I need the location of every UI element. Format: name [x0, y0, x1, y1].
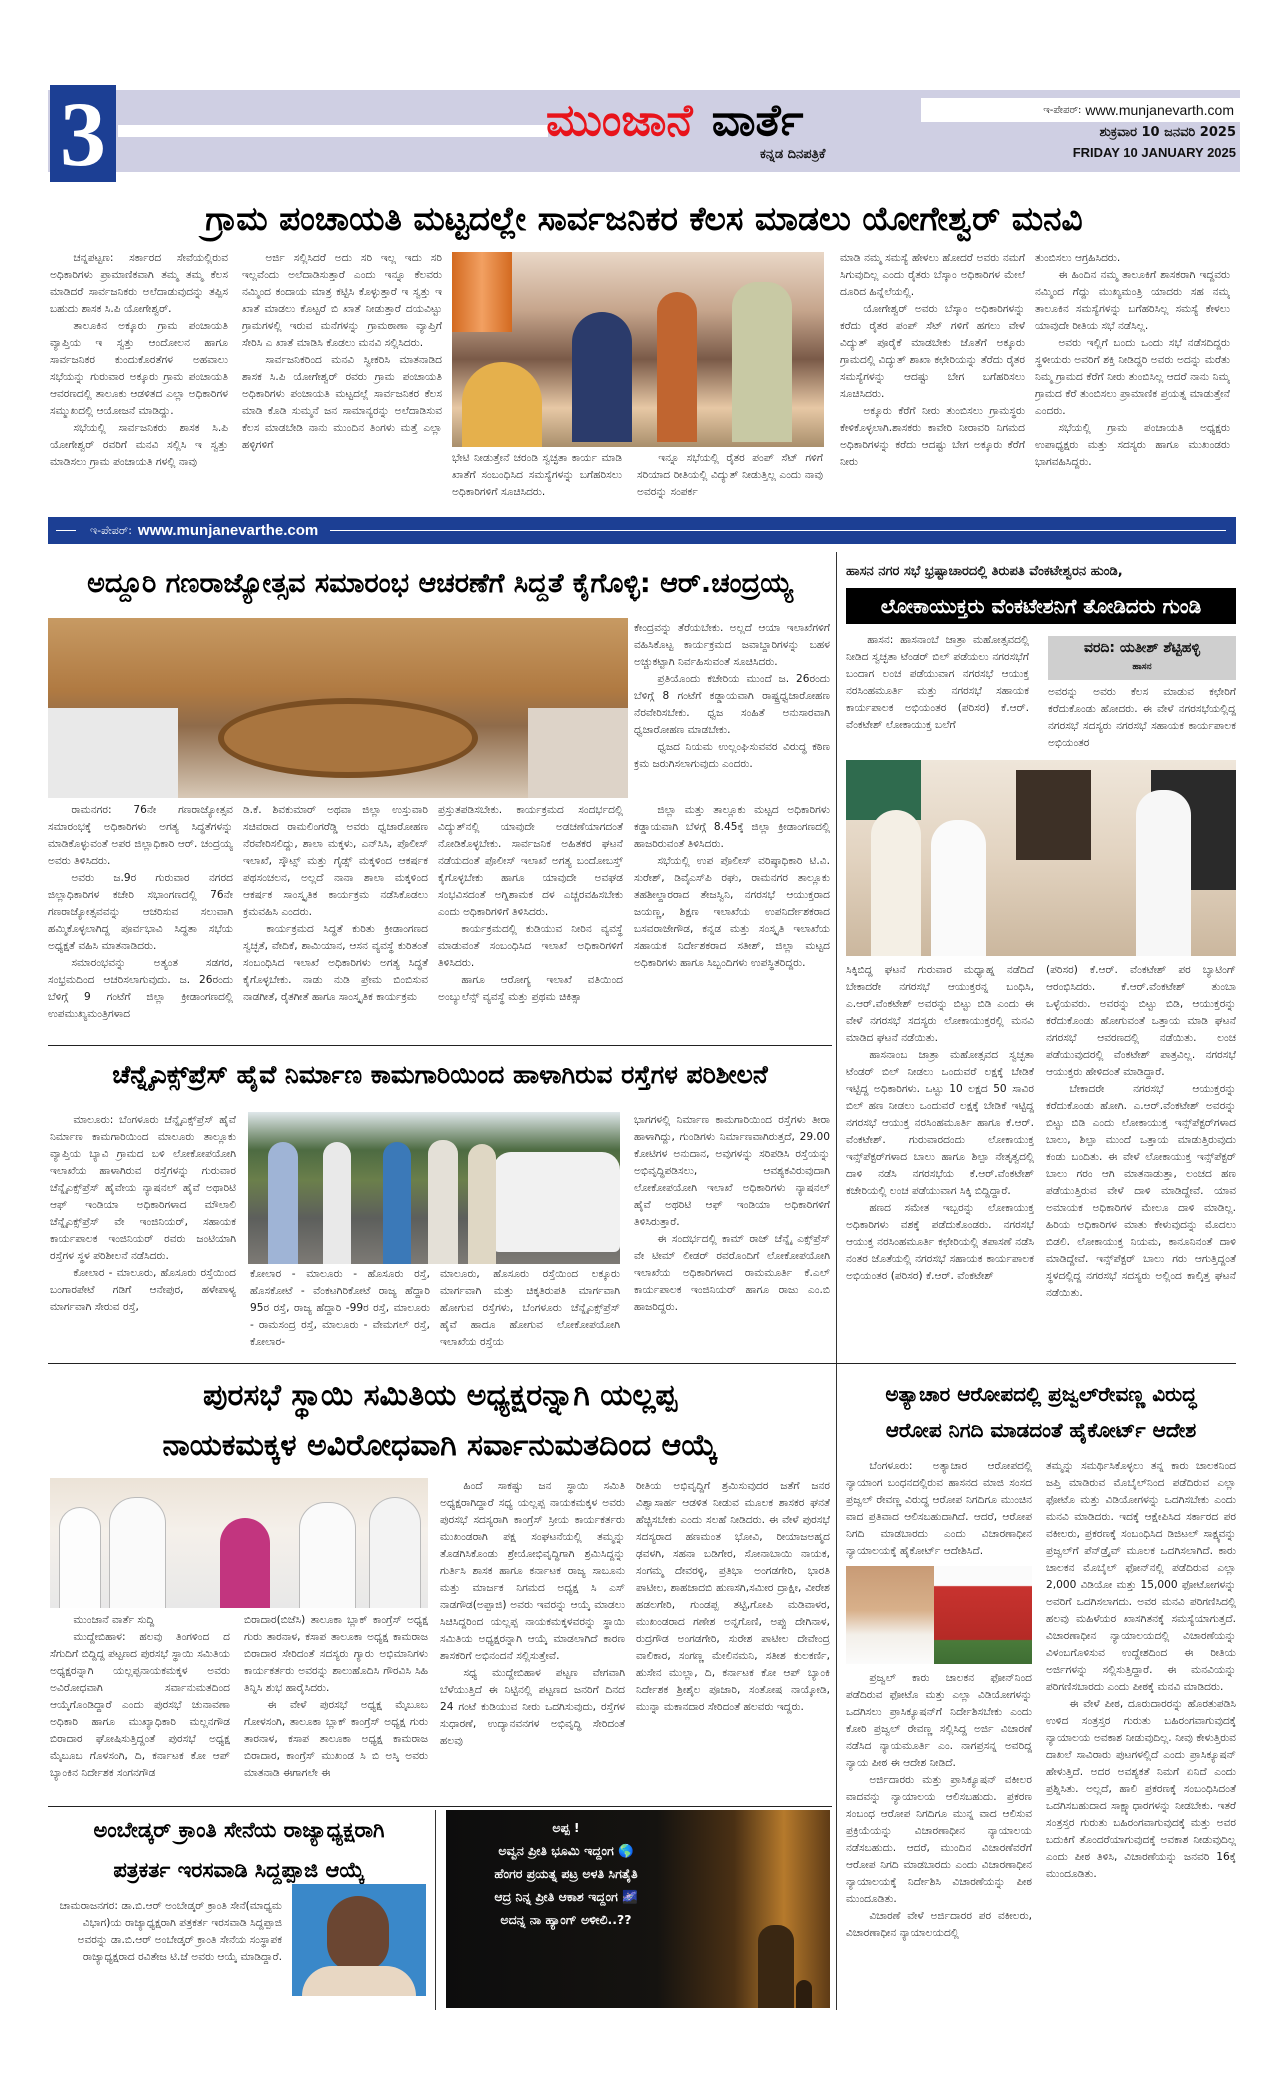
article1-para: ಅವರು ಇಲ್ಲಿಗೆ ಬಂದು ಒಂದು ಸಭೆ ನಡೆಸದಿದ್ದರು ಸ್ಥಳೀಯರು ಅವರಿಗೆ ಶಕ್ತಿ ನೀಡಿದ್ದರಿ ಅವರು ಅದನ್ನು ಮರೆತು ನಿಮ್ಮ ಗ್ರಾಮದ ಕೆರೆಗೆ ನೀರು ತುಂಬಿಸಿಲ್ಲ ಆದರೆ ನಾನು ನಿಮ್ಮ ಗ್ರಾಮದ ಕೆರೆ ತುಂಬಿಸಲು ಪ್ರಾಮಾಣಿಕ ಪ್ರಯತ್ನ ಮಾಡುತ್ತೇನೆ ಎಂದರು. [1035, 337, 1230, 417]
article3-intro-right: ಅವರನ್ನು ಅವರು ಕೆಲಸ ಮಾಡುವ ಕಛೇರಿಗೆ ಕರೆದುಕೊಂಡು ಹೋದರು. ಈ ವೇಳೆ ನಗರಸಭೆಯಲ್ಲಿದ್ದ ನಗರಸಭೆ ಸದಸ್ಯರು ನಗರಸಭೆ ಸಹಾಯಕ ಕಾರ್ಯಪಾಲಕ ಅಭಿಯಂತರ [1048, 686, 1236, 749]
logo-word-black: ವಾರ್ತೆ [711, 95, 804, 146]
quote-line: ಆದ್ರ ನಿನ್ನ ಪ್ರೀತಿ ಆಕಾಶ ಇದ್ದಂಗ [494, 1889, 618, 1904]
article3-col1 [846, 962, 1034, 1360]
article1-para: ಮಾಡಿ ನಮ್ಮ ಸಮಸ್ಯೆ ಹೇಳಲು ಹೋದರೆ ಅವರು ನಮಗೆ ಸಿಗುವುದಿಲ್ಲ ಎಂದು ರೈತರು ಬೆಸ್ಕಾಂ ಅಧಿಕಾರಿಗಳ ಮೇಲೆ ದೂರಿದ ಹಿನ್ನೆಲೆಯಲ್ಲಿ. [840, 252, 1025, 298]
father-silhouette [758, 1925, 794, 2008]
article3-para: ಸಿಕ್ಕಿಬಿದ್ದ ಘಟನೆ ಗುರುವಾರ ಮಧ್ಯಾಹ್ನ ನಡೆದಿದೆ ಬೇಕಾದರೇ ನಗರಸಭೆ ಆಯುಕ್ತರನ್ನ ಬಂಧಿಸಿ, ಎ.ಆರ್.ವೆಂಕಟೇಶ್ ಅವರನ್ನು ಬಿಟ್ಟು ಬಿಡಿ ಎಂದು ಈ ವೇಳೆ ನಗರಸಭೆ ಸದಸ್ಯರು ಲೋಕಾಯುಕ್ತರಲ್ಲಿ ಮನವಿ ಮಾಡಿದ ಘಟನೆ ನಡೆಯಿತು. [846, 964, 1034, 1044]
article2-para: ರಾಮನಗರ: 76ನೇ ಗಣರಾಜ್ಯೋತ್ಸವ ಸಮಾರಂಭಕ್ಕೆ ಅಧಿಕಾರಿಗಳು ಅಗತ್ಯ ಸಿದ್ಧತೆಗಳನ್ನು ಮಾಡಿಕೊಳ್ಳುವಂತೆ ಅಪರ ಜಿಲ್ಲಾಧಿಕಾರಿ ಆರ್. ಚಂದ್ರಯ್ಯ ಅವರು ತಿಳಿಸಿದರು. [48, 804, 233, 867]
article4-para: ಕೋಲಾರ - ಮಾಲೂರು, ಹೊಸೂರು ರಸ್ತೆಯಿಂದ ಬಂಗಾರಪೇಟೆ ಗಡಿಗೆ ಆನೇಪುರ, ಹಳೇಪಾಳ್ಯ ಮಾರ್ಗವಾಗಿ ಸೇರುವ ರಸ್ತೆ, [50, 1267, 236, 1313]
article6-para: ಈ ವೇಳೆ ಪೀಠ, ದೂರುದಾರರನ್ನು ಹೊರತುಪಡಿಸಿ ಉಳಿದ ಸಂತ್ರಸ್ತರ ಗುರುತು ಬಹಿರಂಗವಾಗುವುದಕ್ಕೆ ನ್ಯಾಯಾಲಯ ಅವಕಾಶ ನೀಡುವುದಿಲ್ಲ. ನೀವು ಕೇಳುತ್ತಿರುವ ದಾಖಲೆ ಸಾವಿರಾರು ಪುಟಗಳಲ್ಲಿದೆ ಎಂದು ಪ್ರಾಸಿಕ್ಯೂಷನ್ ಹೇಳುತ್ತಿದೆ. ಅದರ ಅವಶ್ಯಕತೆ ನಿಮಗೆ ಏನಿದೆ ಎಂದು ಪ್ರಶ್ನಿಸಿತು. ಅಲ್ಲದೆ, ಹಾಲಿ ಪ್ರಕರಣಕ್ಕೆ ಸಂಬಂಧಿಸಿದಂತೆ ಒದಗಿಸಬಹುದಾದ ಸಾಕ್ಷ್ಯಾಧಾರಗಳನ್ನು ನೀಡಬೇಕು. ಇತರೆ ಸಂತ್ರಸ್ತರ ಗುರುತು ಬಹಿರಂಗವಾಗುವುದಕ್ಕೆ ಮತ್ತು ಅವರ ಬದುಕಿಗೆ ತೊಂದರೆಯಾಗುವುದಕ್ಕೆ ಅವಕಾಶ ನೀಡುವುದಿಲ್ಲ ಎಂದು ಪೀಠ ತಿಳಿಸಿ, ವಿಚಾರಣೆಯನ್ನು ಜನವರಿ 16ಕ್ಕೆ ಮುಂದೂಡಿತು. [1046, 1698, 1236, 1880]
article1-para: ಸಭೆಯಲ್ಲಿ ಸಾರ್ವಜನಿಕರು ಶಾಸಕ ಸಿ.ಪಿ ಯೋಗೇಶ್ವರ್ ರವರಿಗೆ ಮನವಿ ಸಲ್ಲಿಸಿ ಇ ಸ್ವತ್ತು ಮಾಡಿಸಲು ಗ್ರಾಮ ಪಂಚಾಯತಿ ಗಳಲ್ಲಿ ನಾವು [50, 422, 228, 468]
article3-col2 [1046, 962, 1236, 1360]
article1-para: ಅರ್ಜಿ ಸಲ್ಲಿಸಿದರೆ ಅದು ಸರಿ ಇಲ್ಲ ಇದು ಸರಿ ಇಲ್ಲವೆಂದು ಅಲೆದಾಡಿಸುತ್ತಾರೆ ಎಂದು ಇನ್ನೂ ಕೆಲವರು ನಮ್ಮಿಂದ ಕಂದಾಯ ಮಾತ್ರ ಕಟ್ಟಿಸಿ ಕೊಳ್ಳುತ್ತಾರೆ ಇ ಸ್ವತ್ತು ಇ ಖಾತೆ ಮಾಡಲು ಕೊಟ್ಟರೆ ಬಿ ಖಾತೆ ನೀಡುತ್ತಾರೆ ದಯವಿಟ್ಟು ಗ್ರಾಮಗಳಲ್ಲಿ ಇರುವ ಮನೆಗಳನ್ನು ಗ್ರಾಮಠಾಣಾ ವ್ಯಾಪ್ತಿಗೆ ಸೇರಿಸಿ ಎ ಖಾತೆ ಮಾಡಿಸಿ ಕೊಡಲು ಮನವಿ ಸಲ್ಲಿಸಿದರು. [242, 252, 442, 349]
newspaper-logo [546, 95, 946, 155]
article3-para: ಹಣದ ಸಮೇತ ಇಬ್ಬರನ್ನು ಲೋಕಾಯುಕ್ತ ಅಧಿಕಾರಿಗಳು ವಶಕ್ಕೆ ಪಡೆದುಕೊಂಡರು. ನಗರಸಭೆ ಆಯುಕ್ತ ನರಸಿಂಹಮೂರ್ತಿ ಕಛೇರಿಯಲ್ಲಿ ತಪಾಸಣೆ ನಡೆಸಿ ನಂತರ ಜೊತೆಯಲ್ಲಿ ನಗರಸಭೆ ಸಹಾಯಕ ಕಾರ್ಯಪಾಲಕ ಅಭಿಯಂತರ (ಪರಿಸರ) ಕೆ.ಆರ್. ವೆಂಕಟೇಶ್ [846, 1202, 1034, 1282]
masthead-white-strip [118, 125, 548, 137]
column-divider [435, 1810, 436, 2010]
article1-para: ತಾಲೂಕಿನ ಅಕ್ಕೂರು ಗ್ರಾಮ ಪಂಚಾಯತಿ ವ್ಯಾಪ್ತಿಯ ಇ ಸ್ವತ್ತು ಆಂದೋಲನ ಹಾಗೂ ಸಾರ್ವಜನಿಕರ ಕುಂದುಕೊರತೆಗಳ ಅಹವಾಲು ಸಭೆಯನ್ನು ಗುರುವಾರ ಅಕ್ಕೂರು ಗ್ರಾಮ ಪಂಚಾಯತಿ ಆವರಣದಲ್ಲಿ ತಾಲೂಕು ಆಡಳಿತದ ಎಲ್ಲಾ ಅಧಿಕಾರಿಗಳ ಸಮ್ಮುಖದಲ್ಲಿ ಆಯೋಜನೆ ಮಾಡಿದ್ದು. [50, 320, 228, 417]
byline-place: ಹಾಸನ [1132, 662, 1152, 672]
epaper-banner-line-right [330, 530, 1226, 531]
article2-para: ಕಾರ್ಯಕ್ರಮದಲ್ಲಿ ಕುಡಿಯುವ ನೀರಿನ ವ್ಯವಸ್ಥೆ ಮಾಡುವಂತೆ ಸಂಬಂಧಿಸಿದ ಇಲಾಖೆ ಅಧಿಕಾರಿಗಳಿಗೆ ತಿಳಿಸಿದರು. [438, 923, 623, 969]
article3-kicker: ಹಾಸನ ನಗರ ಸಭೆ ಭ್ರಷ್ಟಾಚಾರದಲ್ಲಿ ತಿರುಪತಿ ವೆಂಕಟೇಶ್ವರನ ಹುಂಡಿ, [846, 564, 1123, 579]
quote-line: ಹೆಂಗರ ಪ್ರಯತ್ನ ಪಟ್ರ ಅಳತಿ ಸಿಗತೈತಿ [494, 1866, 638, 1881]
article5-para: ಸಧ್ಯ ಮುದ್ದೇಬಿಹಾಳ ಪಟ್ಟಣ ವೇಗವಾಗಿ ಬೆಳೆಯುತ್ತಿದೆ ಈ ನಿಟ್ಟಿನಲ್ಲಿ ಪಟ್ಟಣದ ಜನರಿಗೆ ದಿನದ 24 ಗಂಟೆ ಕುಡಿಯುವ ನೀರು ಒದಗಿಸುವುದು, ರಸ್ತೆಗಳ ಸುಧಾರಣೆ, ಉದ್ಯಾನವನಗಳ ಅಭಿವೃದ್ಧಿ ಸೇರಿದಂತೆ ಹಲವು [440, 1667, 625, 1747]
article2-para: ಪ್ರತಿಯೊಂದು ಕಚೇರಿಯ ಮುಂದೆ ಜ. 26ರಂದು ಬೆಳಿಗ್ಗೆ 8 ಗಂಟೆಗೆ ಕಡ್ಡಾಯವಾಗಿ ರಾಷ್ಟ್ರಧ್ವಜಾರೋಹಣ ನೆರವೇರಿಸಬೇಕು. ಧ್ವಜ ಸಂಹಿತೆ ಅನುಸಾರವಾಗಿ ಧ್ವಜಾರೋಹಣ ಮಾಡಬೇಕು. [634, 673, 830, 736]
article1-para: ಈ ಹಿಂದಿನ ನಮ್ಮ ತಾಲೂಕಿಗೆ ಶಾಸಕರಾಗಿ ಇದ್ದವರು ನಮ್ಮಿಂದ ಗೆದ್ದು ಮುಖ್ಯಮಂತ್ರಿ ಯಾದರು ಸಹ ನಮ್ಮ ತಾಲೂಕಿನ ಸಮಸ್ಯೆಗಳನ್ನು ಬಗೆಹರಿಸಿಲ್ಲ ಸಮಸ್ಯೆ ಕೇಳಲು ಯಾವುದೇ ರೀತಿಯ ಸಭೆ ನಡೆಸಿಲ್ಲ. [1035, 269, 1230, 332]
quote-line: ಅವ್ವನ ಪ್ರೀತಿ ಭೂಮಿ ಇದ್ದಂಗ [498, 1843, 614, 1858]
article1-para: ಅಕ್ಕೂರು ಕೆರೆಗೆ ನೀರು ತುಂಬಿಸಲು ಗ್ರಾಮಸ್ಥರು ಕೇಳಿಕೊಳ್ಳಲಾಗಿ.ಶಾಸಕರು ಕಾವೇರಿ ನೀರಾವರಿ ನಿಗಮದ ಅಧಿಕಾರಿಗಳನ್ನು ಕರೆದು ಆದಷ್ಟು ಬೇಗ ಅಕ್ಕೂರು ಕೆರೆಗೆ ನೀರು [840, 405, 1025, 468]
article5-para: ಮುದ್ದೇಬಿಹಾಳ: ಹಲವು ತಿಂಗಳಿಂದ ದ ಸೆಗುದಿಗೆ ಬಿದ್ದಿದ್ದ ಪಟ್ಟಣದ ಪುರಸಭೆ ಸ್ಥಾಯಿ ಸಮಿತಿಯ ಅಧ್ಯಕ್ಷರನ್ನಾಗಿ ಯಲ್ಲಪ್ಪನಾಯಕಮಕ್ಕಳ ಅವರು ಅವಿರೋಧವಾಗಿ ಸರ್ವಾನುಮತದಿಂದ ಆಯ್ಕೆಗೊಂಡಿದ್ದಾರೆ ಎಂದು ಪುರಸಭೆ ಚುನಾವಣಾ ಅಧಿಕಾರಿ ಹಾಗೂ ಮುಖ್ಯಾಧಿಕಾರಿ ಮಲ್ಲನಗೌಡ ಬಿರಾದಾರ ಘೋಷಿಸುತ್ತಿದ್ದಂತೆ ಪುರಸಭೆ ಅಧ್ಯಕ್ಷ ಮೈಬೂಬ ಗೊಳಸಂಗಿ, ದಿ, ಕರ್ನಾಟಕ ಕೋ ಆಪ್ ಬ್ಯಾಂಕಿನ ನಿರ್ದೇಶಕ ಸಂಗನಗೌಡ [50, 1631, 230, 1779]
article1-col4 [1035, 250, 1230, 540]
portrait-shirt [302, 1966, 416, 1996]
article5-para: ಈ ವೇಳೆ ಪುರಸಭೆ ಅಧ್ಯಕ್ಷ ಮೈಬೂಬ ಗೋಳಸಂಗಿ, ತಾಲೂಕಾ ಬ್ಲಾಕ್ ಕಾಂಗ್ರೆಸ್ ಅಧ್ಯಕ್ಷ ಗುರು ತಾರನಾಳ, ಕಸಾಪ ತಾಲೂಕಾ ಅಧ್ಯಕ್ಷ ಕಾಮರಾಜ ಬಿರಾದಾರ, ಕಾಂಗ್ರೆಸ್ ಮುಖಂಡ ಸಿ ಬಿ ಅಸ್ಕಿ ಅವರು ಮಾತನಾಡಿ ಈಗಾಗಲೇ ಈ [244, 1699, 428, 1779]
tagline: ಕನ್ನಡ ದಿನಪತ್ರಿಕೆ [760, 147, 826, 162]
article7-body: ಚಾಮರಾಜನಗರ: ಡಾ.ಬಿ.ಆರ್ ಅಂಬೇಡ್ಕರ್ ಕ್ರಾಂತಿ ಸೇನೆ(ಮಾಧ್ಯಮ ವಿಭಾಗ)ಯ ರಾಜ್ಯಾಧ್ಯಕ್ಷರಾಗಿ ಪತ್ರಕರ್ತ ಇರಸವಾಡಿ ಸಿದ್ದಪ್ಪಾಜಿ ಅವರನ್ನು ಡಾ.ಬಿ.ಆರ್ ಅಂಬೇಡ್ಕರ್ ಕ್ರಾಂತಿ ಸೇನೆಯ ಸಂಸ್ಥಾಪಕ ರಾಜ್ಯಾಧ್ಯಕ್ಷರಾದ ರವಿತೇಜ ಟಿ.ಜೆ ಅವರು ಆಯ್ಕೆ ಮಾಡಿದ್ದಾರೆ. [59, 1900, 282, 1963]
epaper-banner-url[interactable]: www.munjanevarthe.com [137, 522, 319, 539]
article5-para: ಹಿಂದೆ ಸಾಕಷ್ಟು ಜನ ಸ್ಥಾಯಿ ಸಮಿತಿ ಅಧ್ಯಕ್ಷರಾಗಿದ್ದಾರೆ ಸಧ್ಯ ಯಲ್ಲಪ್ಪ ನಾಯಕಮಕ್ಕಳ ಅವರು ಪುರಸಭೆ ಸದಸ್ಯರಾಗಿ ಕಾಂಗ್ರೆಸ್ ಸ್ರೀಯ ಕಾರ್ಯಕರ್ತರು ಮುಖಂಡರಾಗಿ ಪಕ್ಷ ಸಂಘಟನೆಯಲ್ಲಿ ತಮ್ಮನ್ನು ತೊಡಗಿಸಿಕೊಂಡು ಶ್ರೇಯೋಭಿವೃದ್ಧಿಗಾಗಿ ಶ್ರಮಿಸಿದ್ದನ್ನು ಗುರ್ತಿಸಿ ಶಾಸಕ ಹಾಗೂ ಕರ್ನಾಟಕ ರಾಜ್ಯ ಸಾಬೂನು ಮತ್ತು ಮಾರ್ಜಕ ನಿಗಮದ ಅಧ್ಯಕ್ಷ ಸಿ ಎಸ್ ನಾಡಗೌಡ(ಅಪ್ಪಾಜಿ) ಅವರು ಇವರನ್ನು ಆಯ್ಕೆ ಮಾಡಲು ಸಿಚಿಸಿದ್ದರಿಂದ ಯಲ್ಲಪ್ಪ ನಾಯಕಮಕ್ಕಳವರನ್ನು ಸ್ಥಾಯಿ ಸಮಿತಿಯ ಅಧ್ಯಕ್ಷರನ್ನಾಗಿ ಆಯ್ಕೆ ಮಾಡಲಾಗಿದೆ ಕಾರಣ ಶಾಸಕರಿಗೆ ಅಭಿನಂದನೆ ಸಲ್ಲಿಸುತ್ತೇವೆ. [440, 1480, 625, 1662]
article1-col3 [840, 250, 1025, 540]
article1-headline: ಗ್ರಾಮ ಪಂಚಾಯತಿ ಮಟ್ಟದಲ್ಲೇ ಸಾರ್ವಜನಿಕರ ಕೆಲಸ ಮಾಡಲು ಯೋಗೇಶ್ವರ್ ಮನವಿ [205, 199, 1083, 238]
article1-para: ಸಭೆಯಲ್ಲಿ ಗ್ರಾಮ ಪಂಚಾಯತಿ ಅಧ್ಯಕ್ಷರು ಉಪಾಧ್ಯಕ್ಷರು ಮತ್ತು ಸದಸ್ಯರು ಹಾಗೂ ಮುಖಂಡರು ಭಾಗವಹಿಸಿದ್ದರು. [1035, 422, 1230, 468]
section-divider [48, 1363, 1236, 1364]
article4-caption-a: ಕೋಲಾರ - ಮಾಲೂರು - ಹೊಸೂರು ರಸ್ತೆ, ಹೊಸಕೋಟೆ - ವೆಂಕಟಗಿರಿಕೋಟೆ ರಾಜ್ಯ ಹೆದ್ದಾರಿ 95ರ ರಸ್ತೆ, ರಾಜ್ಯ ಹೆದ್ದಾರಿ -99ರ ರಸ್ತೆ, ಮಾಲೂರು - ರಾಮಸಂದ್ರ ರಸ್ತೆ, ಮಾಲೂರು - ವೇಮಗಲ್ ರಸ್ತೆ, ಕೋಲಾರ- [250, 1268, 430, 1348]
article1-photo [452, 252, 824, 447]
article1-col1 [50, 250, 228, 540]
article5-headline-line2: ನಾಯಕಮಕ್ಕಳ ಅವಿರೋಧವಾಗಿ ಸರ್ವಾನುಮತದಿಂದ ಆಯ್ಕೆ [162, 1428, 718, 1463]
article6-photo [846, 1566, 1032, 1664]
section-divider [48, 1045, 832, 1046]
article4-headline: ಚೆನ್ನೈಎಕ್ಸ್‌ಪ್ರೆಸ್ ಹೈವೆ ನಿರ್ಮಾಣ ಕಾಮಗಾರಿಯಿಂದ ಹಾಳಾಗಿರುವ ರಸ್ತೆಗಳ ಪರಿಶೀಲನೆ [112, 1060, 768, 1089]
article3-para: ಹಾಸನಾಂಬ ಜಾತ್ರಾ ಮಹೋತ್ಸವದ ಸ್ವಚ್ಛತಾ ಟೆಂಡರ್ ಬಿಲ್ ನೀಡಲು ಒಂದುವರೆ ಲಕ್ಷಕ್ಕೆ ಬೇಡಿಕೆ ಇಟ್ಟಿದ್ದ ಅಧಿಕಾರಿಗಳು. ಒಟ್ಟು 10 ಲಕ್ಷದ 50 ಸಾವಿರ ಬಿಲ್ ಹಣ ನೀಡಲು ಒಂದುವರೆ ಲಕ್ಷಕ್ಕೆ ಬೇಡಿಕೆ ಇಟ್ಟಿದ್ದ ನಗರಸಭೆ ಆಯುಕ್ತ ನರಸಿಂಹಮೂರ್ತಿ ಹಾಗೂ ಕೆ.ಆರ್. ವೆಂಕಟೇಶ್. ಗುರುವಾರದಂದು ಲೋಕಾಯುಕ್ತ ಇನ್ಸ್‌ಪೆಕ್ಟರ್‌ಗಳಾದ ಬಾಲು ಹಾಗೂ ಶಿಲ್ಪಾ ನೇತೃತ್ವದಲ್ಲಿ ದಾಳಿ ನಡೆಸಿ ನಗರಸಭೆಯ ಕೆ.ಆರ್.ವೆಂಕಟೇಶ್ ಕಚೇರಿಯಲ್ಲಿ ಲಂಚ ಪಡೆಯುವಾಗ ಸಿಕ್ಕಿ ಬಿದ್ದಿದ್ದಾರೆ. [846, 1049, 1034, 1197]
article3-para: ಬೇಕಾದರೇ ನಗರಸಭೆ ಆಯುಕ್ತರನ್ನು ಕರೆದುಕೊಂಡು ಹೋಗಿ. ಎ.ಆರ್.ವೆಂಕಟೇಶ್ ಅವರನ್ನು ಬಿಟ್ಟು ಬಿಡಿ ಎಂದು ಲೋಕಾಯುಕ್ತ ಇನ್ಸ್‌ಪೆಕ್ಟರ್‌ಗಳಾದ ಬಾಲು, ಶಿಲ್ಪಾ ಮುಂದೆ ಒತ್ತಾಯ ಮಾಡುತ್ತಿರುವುದು ಕಂಡು ಬಂದಿತು. ಈ ವೇಳೆ ಲೋಕಾಯುಕ್ತ ಇನ್ಸ್‌ಪೆಕ್ಟರ್ ಬಾಲು ಗರಂ ಆಗಿ ಮಾತನಾಡುತ್ತಾ, ಲಂಚದ ಹಣ ಪಡೆಯುತ್ತಿರುವ ವೇಳೆ ದಾಳಿ ಮಾಡಿದ್ದೇವೆ. ಯಾವ ಅಮಾಯಕ ಅಧಿಕಾರಿಗಳ ಮೇಲೂ ದಾಳಿ ಮಾಡಿಲ್ಲ. ಹಿರಿಯ ಅಧಿಕಾರಿಗಳ ಮಾತು ಕೇಳುವುದನ್ನು ಮೊದಲು ಬಿಡಲಿ. ಲೋಕಾಯುಕ್ತ ನಿಯಮ, ಕಾನೂನಿನಂತೆ ದಾಳಿ ಮಾಡಿದ್ದೇವೆ. ಇನ್ಸ್‌ಪೆಕ್ಟರ್ ಬಾಲು ಗರು ಆಗುತ್ತಿದ್ದಂತೆ ಸ್ಥಳದಲ್ಲಿದ್ದ ನಗರಸಭೆ ಸದಸ್ಯರು ಅಲ್ಲಿಂದ ಕಾಲ್ಕಿತ್ತ ಘಟನೆ ನಡೆಯಿತು. [1046, 1083, 1236, 1299]
article2-para: ಜಿಲ್ಲಾ ಮತ್ತು ತಾಲ್ಲೂಕು ಮಟ್ಟದ ಅಧಿಕಾರಿಗಳು ಕಡ್ಡಾಯವಾಗಿ ಬೆಳಗ್ಗೆ 8.45ಕ್ಕೆ ಜಿಲ್ಲಾ ಕ್ರೀಡಾಂಗಣದಲ್ಲಿ ಹಾಜರಿರುವಂತೆ ತಿಳಿಸಿದರು. [634, 804, 830, 850]
article4-col4 [634, 1112, 830, 1360]
quote-box [446, 1810, 830, 2008]
date-kannada: ಶುಕ್ರವಾರ 10 ಜನವರಿ 2025 [1099, 125, 1236, 140]
article3-intro: ಹಾಸನ: ಹಾಸನಾಂಬೆ ಜಾತ್ರಾ ಮಹೋತ್ಸವದಲ್ಲಿ ನೀಡಿದ ಸ್ವಚ್ಛತಾ ಟೆಂಡರ್ ಬಿಲ್ ಪಡೆಯಲು ನಗರಸಭೆಗೆ ಬಂದಾಗ ಲಂಚ ಪಡೆಯುವಾಗ ನಗರಸಭೆ ಆಯುಕ್ತ ನರಸಿಂಹಮೂರ್ತಿ ಮತ್ತು ನಗರಸಭೆ ಸಹಾಯಕ ಕಾರ್ಯಪಾಲಕ ಅಭಿಯಂತರ (ಪರಿಸರ) ಕೆ.ಆರ್. ವೆಂಕಟೇಶ್ ಲೋಕಾಯುಕ್ತ ಬಲೆಗೆ [846, 634, 1029, 731]
article2-col2 [243, 802, 428, 1042]
article5-col4 [636, 1478, 830, 1802]
article4-col1 [50, 1112, 236, 1360]
byline-box [1048, 636, 1236, 680]
article1-caption-left: ಭೇಟಿ ನೀಡುತ್ತೇನೆ ಚರಂಡಿ ಸ್ವಚ್ಛತಾ ಕಾರ್ಯ ಮಾಡಿ ಖಾತೆಗೆ ಸಂಬಂಧಿಸಿದ ಸಮಸ್ಯೆಗಳನ್ನು ಬಗೆಹರಿಸಲು ಅಧಿಕಾರಿಗಳಿಗೆ ಸೂಚಿಸಿದರು. [452, 452, 622, 498]
article2-col1 [48, 802, 233, 1042]
article2-para: ಅವರು ಜ.9ರ ಗುರುವಾರ ನಗರದ ಜಿಲ್ಲಾಧಿಕಾರಿಗಳ ಕಚೇರಿ ಸಭಾಂಗಣದಲ್ಲಿ 76ನೇ ಗಣರಾಜ್ಯೋತ್ಸವವನ್ನು ಆಚರಿಸುವ ಸಲುವಾಗಿ ಹಮ್ಮಿಕೊಳ್ಳಲಾಗಿದ್ದ ಪೂರ್ವಭಾವಿ ಸಿದ್ಧತಾ ಸಭೆಯ ಅಧ್ಯಕ್ಷತೆ ವಹಿಸಿ ಮಾತನಾಡಿದರು. [48, 872, 233, 952]
article7-headline-line1: ಅಂಬೇಡ್ಕರ್ ಕ್ರಾಂತಿ ಸೇನೆಯ ರಾಜ್ಯಾಧ್ಯಕ್ಷರಾಗಿ [93, 1818, 385, 1842]
article4-para: ಭಾಗಗಳಲ್ಲಿ ನಿರ್ಮಾಣ ಕಾಮಗಾರಿಯಿಂದ ರಸ್ತೆಗಳು ತೀರಾ ಹಾಳಾಗಿದ್ದು, ಗುಂಡಿಗಳು ನಿರ್ಮಾಣವಾಗಿರುತ್ತದೆ, 29.00 ಕೋಟಿಗಳ ಅನುದಾನ, ಅವುಗಳನ್ನು ಸರಿಪಡಿಸಿ ರಸ್ತೆಯನ್ನು ಅಭಿವೃದ್ಧಿಪಡಿಸಲು, ಆವಶ್ಯಕವಿರುವುದಾಗಿ ಲೋಕೋಪಯೋಗಿ ಇಲಾಖೆ ಅಧಿಕಾರಿಗಳು ನ್ಯಾಷನಲ್ ಹೈವೆ ಅಥರಿಟಿ ಆಫ್ ಇಂಡಿಯಾ ಅಧಿಕಾರಿಗಳಿಗೆ ತಿಳಿಸಿರುತ್ತಾರೆ. [634, 1114, 830, 1228]
article5-col1 [50, 1612, 230, 1802]
epaper-url[interactable]: www.munjanevarth.com [1085, 102, 1234, 118]
column-divider [836, 552, 837, 1370]
night-sky-icon: 🌌 [622, 1889, 638, 1904]
article1-para: ಸಾರ್ವಜನಿಕರಿಂದ ಮನವಿ ಸ್ವೀಕರಿಸಿ ಮಾತನಾಡಿದ ಶಾಸಕ ಸಿ.ಪಿ ಯೋಗೇಶ್ವರ್ ರವರು ಗ್ರಾಮ ಪಂಚಾಯತಿ ಅಧಿಕಾರಿಗಳು ಪಂಚಾಯತಿ ಮಟ್ಟದಲ್ಲೆ ಸಾರ್ವಜನಿಕರ ಕೆಲಸ ಮಾಡಿ ಕೊಡಿ ಸುಮ್ಮನೆ ಜನ ಸಾಮಾನ್ಯರನ್ನು ಅಲೆದಾಡಿಸುವ ಕೆಲಸ ಮಾಡಬೇಡಿ ನಾನು ಮುಂದಿನ ತಿಂಗಳು ಮತ್ತೆ ಎಲ್ಲಾ ಹಳ್ಳಿಗಳಿಗೆ [242, 354, 442, 451]
article5-col3 [440, 1478, 625, 1802]
quote-text [446, 1816, 686, 1931]
article2-para: ಡಿ.ಕೆ. ಶಿವಕುಮಾರ್ ಅಥವಾ ಜಿಲ್ಲಾ ಉಸ್ತುವಾರಿ ಸಚಿವರಾದ ರಾಮಲಿಂಗರೆಡ್ಡಿ ಅವರು ಧ್ವಜಾರೋಹಣ ನೆರವೇರಿಸಲಿದ್ದು, ಶಾಲಾ ಮಕ್ಕಳು, ಎನ್‌ಸಿಸಿ, ಪೊಲೀಸ್ ಇಲಾಖೆ, ಸ್ಕೌಟ್ಸ್ ಮತ್ತು ಗೈಡ್ಸ್ ಮಕ್ಕಳಿಂದ ಆಕರ್ಷಕ ಪಥಸಂಚಲನ, ಅಲ್ಲದೆ ನಾನಾ ಶಾಲಾ ಮಕ್ಕಳಿಂದ ಆಕರ್ಷಕ ಸಾಂಸ್ಕೃತಿಕ ಕಾರ್ಯಕ್ರಮ ನಡೆಸಿಕೊಡಲು ಕ್ರಮವಹಿಸಿ ಎಂದರು. [243, 804, 428, 918]
article1-col2 [242, 250, 442, 540]
article5-para: ಮುಂಜಾನೆ ವಾರ್ತೆ ಸುದ್ದಿ [73, 1614, 155, 1626]
article2-para: ಸಮಾರಂಭವನ್ನು ಅತ್ಯಂತ ಸಡಗರ, ಸಂಭ್ರಮದಿಂದ ಆಚರಿಸಲಾಗುವುದು. ಜ. 26ರಂದು ಬೆಳಿಗ್ಗೆ 9 ಗಂಟೆಗೆ ಜಿಲ್ಲಾ ಕ್ರೀಡಾಂಗಣದಲ್ಲಿ ಉಪಮುಖ್ಯಮಂತ್ರಿಗಳಾದ [48, 957, 233, 1020]
column-divider [836, 1370, 837, 2010]
article5-photo [50, 1478, 428, 1608]
globe-icon: 🌎 [618, 1843, 634, 1858]
page-number: 3 [60, 82, 106, 185]
article2-para: ಕೇಂದ್ರವನ್ನು ತೆರೆಯಬೇಕು. ಅಲ್ಲದೆ ಆಯಾ ಇಲಾಖೆಗಳಿಗೆ ವಹಿಸಿಕೊಟ್ಟ ಕಾರ್ಯಕ್ರಮದ ಜವಾಬ್ದಾರಿಗಳನ್ನು ಬಹಳ ಅಚ್ಚುಕಟ್ಟಾಗಿ ನಿರ್ವಹಿಸುವಂತೆ ಸೂಚಿಸಿದರು. [634, 622, 830, 668]
article2-photo [48, 618, 628, 798]
article1-caption-right: ಇನ್ನೂ ಸಭೆಯಲ್ಲಿ ರೈತರ ಪಂಪ್ ಸೆಟ್ ಗಳಿಗೆ ಸರಿಯಾದ ರೀತಿಯಲ್ಲಿ ವಿದ್ಯುತ್ ನೀಡುತ್ತಿಲ್ಲ ಎಂದು ನಾವು ಅವರನ್ನು ಸಂಪರ್ಕ [637, 452, 823, 498]
article4-para: ಮಾಲೂರು: ಬೆಂಗಳೂರು ಚೆನ್ನೈಎಕ್ಸ್‌ಪ್ರೆಸ್ ಹೈವೆ ನಿರ್ಮಾಣ ಕಾಮಗಾರಿಯಿಂದ ಮಾಲೂರು ತಾಲ್ಲೂಕು ವ್ಯಾಪ್ತಿಯ ಬ್ಯಾವಿ ಗ್ರಾಮದ ಬಳಿ ಲೋಕೋಪಯೋಗಿ ಇಲಾಖೆಯ ಹಾಳಾಗಿರುವ ರಸ್ತೆಗಳನ್ನು ಗುರುವಾರ ಚೆನ್ನೈಎಕ್ಸ್‌ಪ್ರೆಸ್ ಹೈವೇಯ ನ್ಯಾಷನಲ್ ಹೈವೆ ಅಥಾರಿಟಿ ಆಫ್ ಇಂಡಿಯಾ ಅಧಿಕಾರಿಗಳಾದ ಮೌಲಾಲಿ ಚೆನ್ನೈಎಕ್ಸ್‌ಪ್ರೆಸ್ ವೇ ಇಂಜಿನಿಯರ್, ಸಹಾಯಕ ಕಾರ್ಯಪಾಲಕ ಇಂಜಿನಿಯರ್ ರವರು ಜಂಟಿಯಾಗಿ ರಸ್ತೆಗಳ ಸ್ಥಳ ಪರಿಶೀಲನೆ ನಡೆಸಿದರು. [50, 1114, 236, 1262]
article6-para: ಪ್ರಜ್ವಲ್ ಕಾರು ಚಾಲಕನ ಫೋನ್‌ನಿಂದ ಪಡೆದಿರುವ ಫೋಟೊ ಮತ್ತು ಎಲ್ಲಾ ವಿಡಿಯೋಗಳನ್ನು ಒದಗಿಸಲು ಪ್ರಾಸಿಕ್ಯೂಷನ್‌ಗೆ ನಿರ್ದೇಶಿಸಬೇಕು ಎಂದು ಕೋರಿ ಪ್ರಜ್ವಲ್ ರೇವಣ್ಣ ಸಲ್ಲಿಸಿದ್ದ ಅರ್ಜಿ ವಿಚಾರಣೆ ನಡೆಸಿದ ನ್ಯಾಯಮೂರ್ತಿ ಎಂ. ನಾಗಪ್ರಸನ್ನ ಅವರಿದ್ದ ನ್ಯಾಯ ಪೀಠ ಈ ಆದೇಶ ನೀಡಿದೆ. [846, 1672, 1032, 1769]
article2-col4 [634, 802, 830, 1042]
article5-para: ಬಿರಾದಾರ(ಬಿಜೆಸಿ) ತಾಲೂಕಾ ಬ್ಲಾಕ್ ಕಾಂಗ್ರೆಸ್ ಅಧ್ಯಕ್ಷ ಗುರು ತಾರನಾಳ, ಕಸಾಪ ತಾಲೂಕಾ ಅಧ್ಯಕ್ಷ ಕಾಮರಾಜ ಬಿರಾದಾರ ಸೇರಿದಂತೆ ಸದಸ್ಯರು ಗ್ಯಾರು ಅಭಿಮಾನಿಗಳು ಕಾರ್ಯಕರ್ತರು ಅವರನ್ನು ಶಾಲುಹೊದಿಸಿ ಗೌರವಿಸಿ ಸಿಹಿ ತಿನ್ನಿಸಿ ಶುಭ ಹಾರೈಸಿದರು. [244, 1614, 428, 1694]
masthead [48, 82, 1240, 185]
article6-col2 [1046, 1458, 1236, 2003]
article2-col-top-right [634, 620, 830, 800]
quote-line-with-icon [446, 1839, 686, 1862]
article5-headline-line1: ಪುರಸಭೆ ಸ್ಥಾಯಿ ಸಮಿತಿಯ ಅಧ್ಯಕ್ಷರನ್ನಾಗಿ ಯಲ್ಲಪ್ಪ [203, 1378, 677, 1413]
article6-para: ಬೆಂಗಳೂರು: ಅತ್ಯಾಚಾರ ಆರೋಪದಲ್ಲಿ ನ್ಯಾಯಾಂಗ ಬಂಧನದಲ್ಲಿರುವ ಹಾಸನದ ಮಾಜಿ ಸಂಸದ ಪ್ರಜ್ವಲ್ ರೇವಣ್ಣ ವಿರುದ್ಧ ಆರೋಪ ನಿಗದಿಗೂ ಮುಂಚಿನ ವಾದ ಪ್ರತಿವಾದ ಆಲಿಸಬಹುದಾಗಿದೆ. ಆದರೆ, ಆರೋಪ ನಿಗದಿ ಮಾಡಬಾರದು ಎಂದು ವಿಚಾರಣಾಧೀನ ನ್ಯಾಯಾಲಯಕ್ಕೆ ಹೈಕೋರ್ಟ್ ಆದೇಶಿಸಿದೆ. [846, 1460, 1032, 1557]
article3-para: (ಪರಿಸರ) ಕೆ.ಆರ್. ವೆಂಕಟೇಶ್ ಪರ ಬ್ಯಾಟಿಂಗ್ ಆರಂಭಿಸಿದರು. ಕೆ.ಆರ್.ವೆಂಕಟೇಶ್ ತುಂಬಾ ಒಳ್ಳೆಯವರು. ಅವರನ್ನು ಬಿಟ್ಟು ಬಿಡಿ, ಆಯುಕ್ತರನ್ನು ಕರೆದುಕೊಂಡು ಹೋಗುವಂತೆ ಒತ್ತಾಯ ಮಾಡಿ ಘಟನೆ ನಗರಸಭೆ ಆವರಣದಲ್ಲಿ ನಡೆಯಿತು. ಲಂಚ ಪಡೆಯುವುದರಲ್ಲಿ ವೆಂಕಟೇಶ್ ಪಾತ್ರವಿಲ್ಲ. ನಗರಸಭೆ ಆಯುಕ್ತರು ಹೇಳಿದಂತೆ ಮಾಡಿದ್ದಾರೆ. [1046, 964, 1236, 1078]
page-number-box [50, 82, 116, 185]
article2-para: ಕಾರ್ಯಕ್ರಮದ ಸಿದ್ಧತೆ ಕುರಿತು ಕ್ರೀಡಾಂಗಣದ ಸ್ವಚ್ಛತೆ, ವೇದಿಕೆ, ಶಾಮಿಯಾನ, ಆಸನ ವ್ಯವಸ್ಥೆ ಕುರಿತಂತೆ ಸಂಬಂಧಿಸಿದ ಇಲಾಖೆ ಅಧಿಕಾರಿಗಳು ಅಗತ್ಯ ಸಿದ್ಧತೆ ಕೈಗೊಳ್ಳಬೇಕು. ನಾಡು ನುಡಿ ಪ್ರೇಮ ಬಿಂಬಿಸುವ ನಾಡಗೀತೆ, ರೈತಗೀತೆ ಹಾಗೂ ಸಾಂಸ್ಕೃತಿಕ ಕಾರ್ಯಕ್ರಮ [243, 923, 428, 1003]
article1-para: ತುಂಬಿಸಲು ಆಗ್ರಹಿಸಿದರು. [1035, 252, 1121, 264]
article2-para: ಹಾಗೂ ಆರೋಗ್ಯ ಇಲಾಖೆ ವತಿಯಿಂದ ಅಂಬ್ಯುಲೆನ್ಸ್ ವ್ಯವಸ್ಥೆ ಮತ್ತು ಪ್ರಥಮ ಚಿಕಿತ್ಸಾ [438, 974, 623, 1003]
article5-col2 [244, 1612, 428, 1802]
article1-para: ಚನ್ನಪಟ್ಟಣ: ಸರ್ಕಾರದ ಸೇವೆಯಲ್ಲಿರುವ ಅಧಿಕಾರಿಗಳು ಪ್ರಾಮಾಣಿಕವಾಗಿ ತಮ್ಮ ತಮ್ಮ ಕೆಲಸ ಮಾಡಿದರೆ ಸಾರ್ವಜನಿಕರು ಅಲೆದಾಡುವುದನ್ನು ತಪ್ಪಿಸ ಬಹುದು ಶಾಸಕ ಸಿ.ಪಿ ಯೋಗೇಶ್ವರ್. [50, 252, 228, 315]
article7-portrait [292, 1884, 426, 1996]
epaper-banner-label: ಇ-ಪೇಪರ್: [90, 523, 132, 537]
article3-headline-box [846, 588, 1236, 624]
epaper-label: ಇ-ಪೇಪರ್: [1043, 104, 1082, 116]
date-english: FRIDAY 10 JANUARY 2025 [1072, 145, 1236, 160]
epaper-banner [48, 517, 1236, 544]
article1-para: ಯೋಗೇಶ್ವರ್ ಅವರು ಬೆಸ್ಕಾಂ ಅಧಿಕಾರಿಗಳನ್ನು ಕರೆದು ರೈತರ ಪಂಪ್ ಸೆಟ್ ಗಳಿಗೆ ಹಗಲು ವೇಳೆ ವಿದ್ಯುತ್ ಪೂರೈಕೆ ಮಾಡಬೇಕು ಜೊತೆಗೆ ಅಕ್ಕೂರು ಗ್ರಾಮದಲ್ಲಿ ವಿದ್ಯುತ್ ಶಾಖಾ ಕಛೇರಿಯನ್ನು ತೆರೆದು ರೈತರ ಸಮಸ್ಯೆಗಳನ್ನು ಆದಷ್ಟು ಬೇಗ ಬಗೆಹರಿಸಲು ಸೂಚಿಸಿದರು. [840, 303, 1025, 400]
epaper-box [921, 98, 1240, 122]
article4-para: ಈ ಸಂದರ್ಭದಲ್ಲಿ ಕಾಮ್ ರಾಜ್ ಚೆನ್ನೈ ಎಕ್ಸ್‌ಪ್ರೆಸ್ ವೇ ಟೀಮ್ ಲೀಡರ್ ರವರೊಂದಿಗೆ ಲೋಕೋಪಯೋಗಿ ಇಲಾಖೆಯ ಅಧಿಕಾರಿಗಳಾದ ರಾಮಮೂರ್ತಿ ಕೆ.ಎಲ್ ಕಾರ್ಯಪಾಲಕ ಇಂಜಿನಿಯರ್ ಹಾಗೂ ರಾಜು ಎಂ.ಬಿ ಹಾಜರಿದ್ದರು. [634, 1233, 830, 1313]
quote-line: ಅಪ್ಪ ! [552, 1820, 580, 1835]
article6-headline-line2: ಆರೋಪ ನಿಗದಿ ಮಾಡದಂತೆ ಹೈಕೋರ್ಟ್ ಆದೇಶ [885, 1418, 1197, 1442]
article2-para: ಸಭೆಯಲ್ಲಿ ಉಪ ಪೊಲೀಸ್ ವರಿಷ್ಠಾಧಿಕಾರಿ ಟಿ.ವಿ. ಸುರೇಶ್, ಡಿವೈಎಸ್‌ಪಿ ರಘು, ರಾಮನಗರ ತಾಲ್ಲೂಕು ತಹಶೀಲ್ದಾರರಾದ ತೇಜಸ್ವಿನಿ, ನಗರಸಭೆ ಆಯುಕ್ತರಾದ ಜಯಣ್ಣ, ಶಿಕ್ಷಣ ಇಲಾಖೆಯ ಉಪನಿರ್ದೇಶಕರಾದ ಬಸವರಾಜೇಗೌಡ, ಕನ್ನಡ ಮತ್ತು ಸಂಸ್ಕೃತಿ ಇಲಾಖೆಯ ಸಹಾಯಕ ನಿರ್ದೇಶಕರಾದ ಸತೀಶ್, ಜಿಲ್ಲಾ ಮಟ್ಟದ ಅಧಿಕಾರಿಗಳು ಹಾಗೂ ಸಿಬ್ಬಂದಿಗಳು ಉಪಸ್ಥಿತರಿದ್ದರು. [634, 855, 830, 969]
epaper-banner-line-left [56, 530, 76, 531]
article6-para: ತಮ್ಮನ್ನು ಸಮರ್ಥಿಸಿಕೊಳ್ಳಲು ತನ್ನ ಕಾರು ಚಾಲಕನಿಂದ ಜಪ್ತಿ ಮಾಡಿರುವ ಮೊಬೈಲ್‌ನಿಂದ ಪಡೆದಿರುವ ಎಲ್ಲಾ ಫೋಟೊ ಮತ್ತು ವಿಡಿಯೋಗಳನ್ನು ಒದಗಿಸಬೇಕು ಎಂದು ಮನವಿ ಮಾಡಿದರು. ಇದಕ್ಕೆ ಆಕ್ಷೇಪಿಸಿದ ಸರ್ಕಾರದ ಪರ ವಕೀಲರು, ಪ್ರಕರಣಕ್ಕೆ ಸಂಬಂಧಿಸಿದ ಡಿಜಿಟಲ್ ಸಾಕ್ಷ್ಯವನ್ನು ಪ್ರಜ್ವಲ್‌ಗೆ ಪೆನ್‌ಡ್ರೈವ್ ಮೂಲಕ ಒದಗಿಸಲಾಗಿದೆ. ಕಾರು ಚಾಲಕನ ಮೊಬೈಲ್ ಫೋನ್‌ನಲ್ಲಿ ಪಡೆದಿರುವ ಎಲ್ಲಾ 2,000 ವಿಡಿಯೋ ಮತ್ತು 15,000 ಫೋಟೋಗಳನ್ನು ಅವರಿಗೆ ಒದಗಿಸಲಾಗದು. ಅವರ ಮನವಿ ಪರಿಗಣಿಸಿದಲ್ಲಿ ಹಲವು ಮಹಿಳೆಯರ ಖಾಸಗಿತನಕ್ಕೆ ಸಮಸ್ಯೆಯಾಗುತ್ತದೆ. ವಿಚಾರಣಾಧೀನ ನ್ಯಾಯಾಲಯದಲ್ಲಿ ವಿಚಾರಣೆಯನ್ನು ವಿಳಂಬಗೊಳಿಸುವ ಉದ್ದೇಶದಿಂದ ಈ ರೀತಿಯ ಅರ್ಜಿಗಳನ್ನು ಸಲ್ಲಿಸುತ್ತಿದ್ದಾರೆ. ಈ ಮನವಿಯನ್ನು ಪರಿಗಣಿಸಬಾರದು ಎಂದು ಪೀಠಕ್ಕೆ ಮನವಿ ಮಾಡಿದರು. [1046, 1460, 1236, 1693]
quote-line-with-icon [446, 1885, 686, 1908]
child-silhouette [796, 1980, 812, 2008]
article2-headline: ಅದ್ದೂರಿ ಗಣರಾಜ್ಯೋತ್ಸವ ಸಮಾರಂಭ ಆಚರಣೆಗೆ ಸಿದ್ದತೆ ಕೈಗೊಳ್ಳಿ: ಆರ್.ಚಂದ್ರಯ್ಯ [87, 568, 793, 599]
photo-high-court [934, 1566, 1032, 1664]
section-divider [48, 1806, 832, 1807]
logo-word-red: ಮುಂಜಾನೆ [546, 95, 693, 146]
article6-headline-line1: ಅತ್ಯಾಚಾರ ಆರೋಪದಲ್ಲಿ ಪ್ರಜ್ವಲ್‌ರೇವಣ್ಣ ವಿರುದ್ಧ [885, 1382, 1197, 1406]
portrait-face [327, 1896, 389, 1972]
article3-photo [846, 760, 1236, 956]
quote-line: ಅದನ್ನ ನಾ ಹ್ಯಾಂಗ್ ಅಳೀಲಿ..?? [500, 1912, 632, 1927]
photo-person [846, 1566, 934, 1664]
article2-col3 [438, 802, 623, 1042]
article2-para: ಪ್ರಸ್ತುತಪಡಿಸಬೇಕು. ಕಾರ್ಯಕ್ರಮದ ಸಂದರ್ಭದಲ್ಲಿ ವಿದ್ಯುತ್‌ನಲ್ಲಿ ಯಾವುದೇ ಅಡಚಣೆಯಾಗದಂತೆ ನೋಡಿಕೊಳ್ಳಬೇಕು. ಸಾರ್ವಜನಿಕ ಅಹಿತಕರ ಘಟನೆ ನಡೆಯದಂತೆ ಪೊಲೀಸ್ ಇಲಾಖೆ ಅಗತ್ಯ ಬಂದೋಬಸ್ತ್ ಕೈಗೊಳ್ಳಬೇಕು ಹಾಗೂ ಯಾವುದೇ ಅವಘಡ ಸಂಭವಿಸದಂತೆ ಅಗ್ನಿಶಾಮಕ ದಳ ಎಚ್ಚರವಹಿಸಬೇಕು ಎಂದು ಅಧಿಕಾರಿಗಳಿಗೆ ತಿಳಿಸಿದರು. [438, 804, 623, 918]
article4-caption-b: ಮಾಲೂರು, ಹೊಸೂರು ರಸ್ತೆಯಿಂದ ಲಕ್ಕೂರು ಮಾರ್ಗವಾಗಿ ಮತ್ತು ಚಿಕ್ಕತಿರುಪತಿ ಮಾರ್ಗವಾಗಿ ಹೋಗುವ ರಸ್ತೆಗಳು, ಬೆಂಗಳೂರು ಚೆನ್ನೈಎಕ್ಸ್‌ಪ್ರೆಸ್ ಹೈವೆ ಹಾದೂ ಹೋಗುವ ಲೋಕೋಪಯೋಗಿ ಇಲಾಖೆಯ ರಸ್ತೆಯ [440, 1268, 620, 1348]
byline-name: ವರದಿ: ಯತೀಶ್ ಶೆಟ್ಟಿಹಳ್ಳಿ [1083, 640, 1201, 656]
article7-headline-line2: ಪತ್ರಕರ್ತ ಇರಸವಾಡಿ ಸಿದ್ದಪ್ಪಾಜಿ ಆಯ್ಕೆ [113, 1858, 365, 1882]
article5-para: ರೀತಿಯ ಅಭಿವೃದ್ದಿಗೆ ಶ್ರಮಿಸುವುದರ ಜತೆಗೆ ಜನರ ವಿಶ್ವಾಸಾರ್ಹ ಆಡಳಿತ ನೀಡುವ ಮೂಲಕ ಶಾಸಕರ ಘನತೆ ಹೆಚ್ಚಿಸಬೇಕು ಎಂದು ಸಲಹೆ ನೀಡಿದರು. ಈ ವೇಳೆ ಪುರಸಭೆ ಸದಸ್ಯರಾದ ಹಣಮಂತ ಭೋವಿ, ರೀಯಾಜಅಹ್ಮದ ಢವಳಗಿ, ಸಹನಾ ಬಡಿಗೇರ, ಸೋನಾಬಾಯಿ ನಾಯಕ, ಸಂಗಮ್ಮ ದೇವರಳ್ಳಿ, ಪ್ರತಿಭಾ ಅಂಗಡಗೇರಿ, ಭಾರತಿ ಪಾಟೀಲ, ಶಾಹಜಾದಬಿ ಹುಣಸಗಿ,ಸಮೀರ ದ್ರಾಕ್ಷೀ, ವೀರೇಶ ಹಡಲಗೇರಿ, ಗುಂಡಪ್ಪ ತಟ್ಟಿ,ಗೋಪಿ ಮಡಿವಾಳರ, ಮುಖಂಡರಾದ ಗಣೇಶ ಅನ್ನಗೊಣಿ, ಅಪ್ಪು ದೇಗಿನಾಳ, ರುದ್ರಗೌಡ ಅಂಗಡಗೇರಿ, ಸುರೇಶ ಪಾಟೀಲ ದೇವೇಂದ್ರ ವಾಲಿಕಾರ, ಸಂಗಣ್ಣ ಮೇಲಿನಮನಿ, ಸತೀಶ ಕುಲಕರ್ಣಿ, ಹುಸೇನ ಮುಲ್ಲಾ, ದಿ, ಕರ್ನಾಟಕ ಕೋ ಆಪ್ ಬ್ಯಾಂಕಿ ನಿರ್ದೇಶಕ ಶ್ರೀಶೈಲ ಪೂಜಾರಿ, ಸಂತೋಷ ನಾಯ್ಕೋಡಿ, ಮುನ್ನಾ ಮಕಾನದಾರ ಸೇರಿದಂತೆ ಹಲವರು ಇದ್ದರು. [636, 1480, 830, 1713]
article6-col1 [846, 1458, 1032, 2003]
article4-photo [248, 1112, 620, 1264]
article6-para: ಅರ್ಜಿದಾರರು ಮತ್ತು ಪ್ರಾಸಿಕ್ಯೂಷನ್ ವಕೀಲರ ವಾದವನ್ನು ನ್ಯಾಯಾಲಯ ಆಲಿಸಬಹುದು. ಪ್ರಕರಣ ಸಂಬಂಧ ಆರೋಪ ನಿಗದಿಗೂ ಮುನ್ನ ವಾದ ಆಲಿಸುವ ಪ್ರಕ್ರಿಯೆಯನ್ನು ವಿಚಾರಣಾಧೀನ ನ್ಯಾಯಾಲಯ ನಡೆಸಬಹುದು. ಆದರೆ, ಮುಂದಿನ ವಿಚಾರಣೆವರೆಗೆ ಆರೋಪ ನಿಗದಿ ಮಾಡಬಾರದು ಎಂದು ವಿಚಾರಣಾಧೀನ ನ್ಯಾಯಾಲಯಕ್ಕೆ ನಿರ್ದೇಶಿಸಿ ವಿಚಾರಣೆಯನ್ನು ಪೀಠ ಮುಂದೂಡಿತು. [846, 1774, 1032, 1905]
article2-para: ಧ್ವಜದ ನಿಯಮ ಉಲ್ಲಂಘಿಸುವವರ ವಿರುದ್ಧ ಕಠಿಣ ಕ್ರಮ ಜರುಗಿಸಲಾಗುವುದು ಎಂದರು. [634, 741, 830, 770]
article6-para: ವಿಚಾರಣೆ ವೇಳೆ ಅರ್ಜಿದಾರರ ಪರ ವಕೀಲರು, ವಿಚಾರಣಾಧೀನ ನ್ಯಾಯಾಲಯದಲ್ಲಿ [846, 1910, 1032, 1939]
article3-headline: ಲೋಕಾಯುಕ್ತರು ವೆಂಕಟೇಶನಿಗೆ ತೋಡಿದರು ಗುಂಡಿ [880, 594, 1202, 618]
